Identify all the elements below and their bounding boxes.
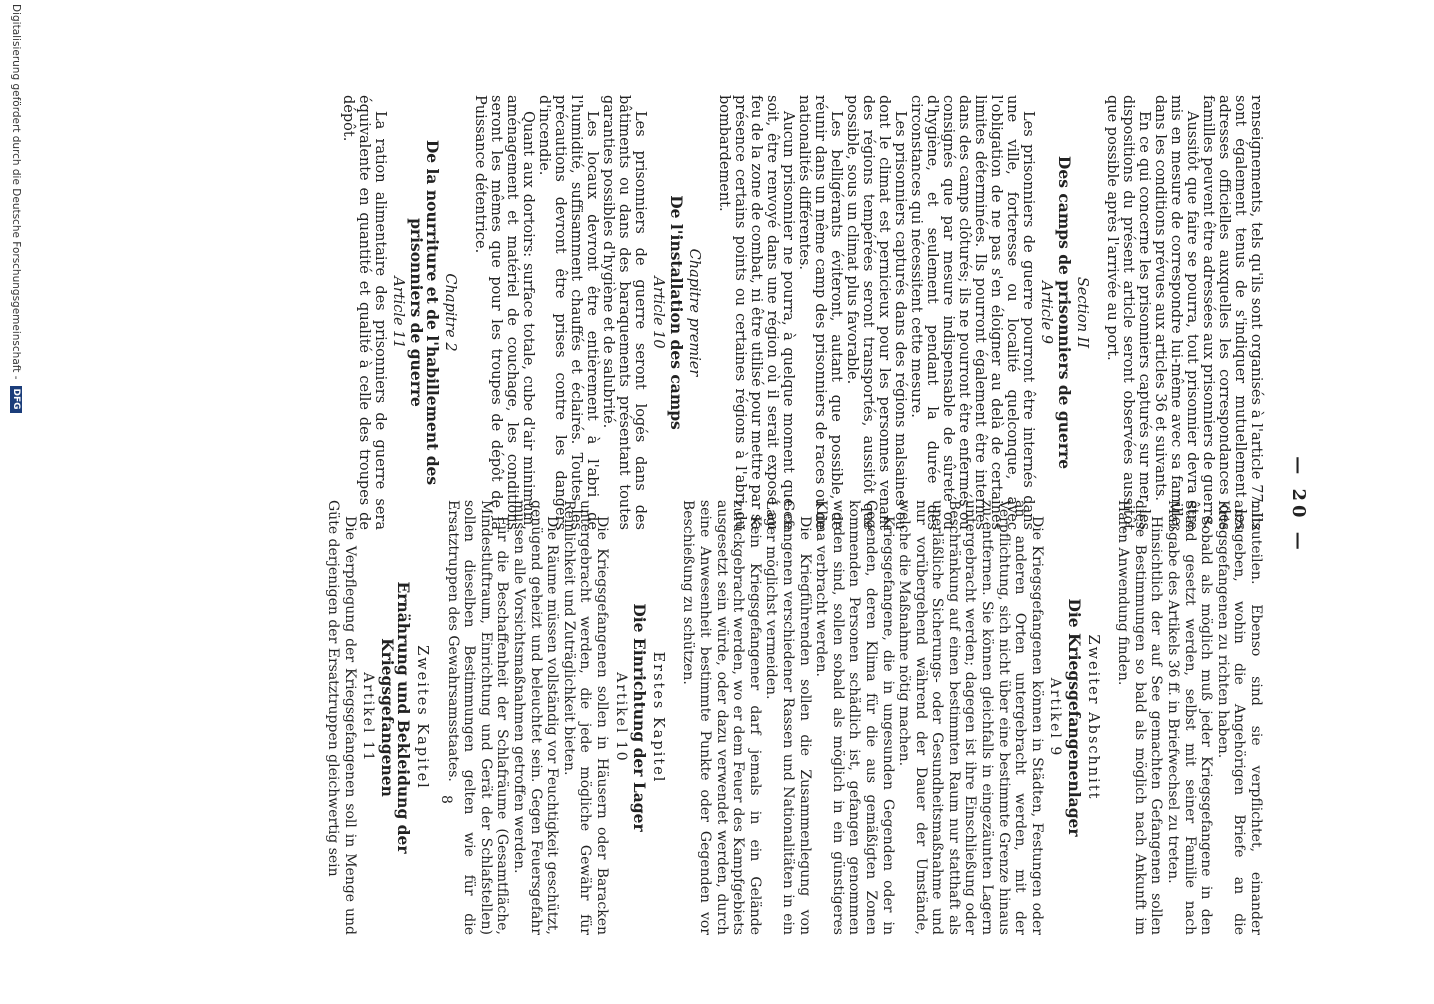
- article-label: Article 10: [650, 276, 666, 349]
- paragraph: En ce qui concerne les prisonniers capturés sur mer, les dispositions du présent article seront observées aussitôt que possible après l'arrivée au port.: [1104, 95, 1152, 530]
- chapter-label: Zweites Kapitel: [414, 645, 431, 790]
- section-label: Section II: [1074, 276, 1090, 349]
- paragraph: Hinsichtlich der auf See gemachten Gefangenen sollen diese Bestimmungen so bald als möglich nach Ankunft im Hafen Anwendung finden.: [1115, 500, 1165, 935]
- paragraph: Les prisonniers capturés dans des régions malsaines ou dont le climat est pernicieux pour les personnes venant des régions tempérées seront transportés, aussitôt que possible, sous un climat plus favorable.: [844, 95, 908, 530]
- paragraph: Die Räume müssen vollständig vor Feuchtigkeit geschützt, genügend geheizt und beleuchtet sein. Gegen Feuersgefahr müssen alle Vorsichtsmaßnahmen getroffen werden.: [511, 500, 561, 935]
- paragraph: renseignements, tels qu'ils sont organisés à l'article 77. Ils sont également tenus de s'indiquer mutuellement les adresses officielles auxquelles les correspondances des familles peuvent être adressées aux prisonniers de guerre.: [1200, 95, 1264, 530]
- paragraph: Für die Beschaffenheit der Schlafräume (Gesamtfläche, Mindestluftraum, Einrichtung und Gerät der Schlafstellen) sollen dieselben Bestimmungen gelten wie für die Ersatztruppen des Gewahrsamsstaates.: [444, 500, 511, 935]
- paragraph: Die Kriegsgefangenen können in Städten, Festungen oder an anderen Orten untergebracht werden, mit der Verpflichtung, sich nicht über eine bestimmte Grenze hinaus zu entfernen. Sie können gleichfalls in eingezäunten Lagern untergebracht werden; dagegen ist ihre Einschließung oder Beschränkung auf einen bestimmten Raum nur statthaft als unerläßliche Sicherungs- oder Gesundheitsmaßnahme und nur vorübergehend während der Dauer der Umstände, welche die Maßnahme nötig machen.: [896, 500, 1045, 935]
- paragraph: Aucun prisonnier ne pourra, à quelque moment que ce soit, être renvoyé dans une région où il serait exposé au feu de la zone de combat, ni être utilisé pour mettre par sa présence certains points ou certaines régions à l'abri du bombardement.: [716, 95, 796, 530]
- credit-text: Digitalisierung gefördert durch die Deutsche Forschungsgemeinschaft -: [10, 4, 22, 380]
- section-title: Die Kriegsgefangenenlager: [1065, 598, 1085, 837]
- paragraph: Die Verpflegung der Kriegsgefangenen soll in Menge und Güte derjenigen der Ersatztruppen gleichwertig sein: [325, 500, 358, 935]
- paragraph: Die Kriegführenden sollen die Zusammenlegung von Gefangenen verschiedener Rassen und Nationalitäten in ein Lager möglichst vermeiden.: [763, 500, 813, 935]
- paragraph: Les locaux devront être entièrement à l'abri de l'humidité, suffisamment chauffés et éclairés. Toutes les précautions devront être prises contre les dangers d'incendie.: [536, 95, 600, 530]
- chapter-label: Chapitre 2: [442, 273, 458, 352]
- french-column: [340, 95, 1264, 530]
- paragraph: Les prisonniers de guerre seront logés dans des bâtiments ou dans des baraquements présentant toutes garanties possibles d'hygiène et de salubrité.: [600, 95, 648, 530]
- bottom-page-number: 8: [438, 795, 454, 804]
- section-title: Des camps de prisonniers de guerre: [1055, 155, 1074, 470]
- chapter-title: De l'installation des camps: [667, 195, 686, 430]
- paragraph: La ration alimentaire des prisonniers de guerre sera équivalente en quantité et qualité à celle des troupes de dépôt.: [340, 95, 388, 530]
- german-column: [325, 500, 1264, 935]
- paragraph: Kriegsgefangene, die in ungesunden Gegenden oder in Gegenden, deren Klima für die aus gemäßigten Zonen kommenden Personen schädlich ist, gefangen genommen worden sind, sollen sobald als möglich in ein günstigeres Klima verbracht werden.: [813, 500, 896, 935]
- paragraph: Sobald als möglich muß jeder Kriegsgefangene in den Stand gesetzt werden, selbst mit seiner Familie nach Maßgabe des Artikels 36 ff. in Briefwechsel zu treten.: [1165, 500, 1215, 935]
- paragraph: Quant aux dortoirs: surface totale, cube d'air minimum, aménagement et matériel de couchage, les conditions seront les mêmes que pour les troupes de dépôt de la Puissance détentrice.: [472, 95, 536, 530]
- paragraph: Die Kriegsgefangenen sollen in Häusern oder Baracken untergebracht werden, die jede mögliche Gewähr für Reinlichkeit und Zuträglichkeit bieten.: [560, 500, 611, 935]
- paragraph: mitzuteilen. Ebenso sind sie verpflichtet, einander anzugeben, wohin die Angehörigen Briefe an die Kriegsgefangenen zu richten haben.: [1214, 500, 1264, 935]
- article-label: Article 11: [390, 276, 406, 349]
- chapter-title: Ernährung und Bekleidung der Kriegsgefangenen: [377, 581, 414, 854]
- chapter-title: Die Einrichtung der Lager: [630, 603, 650, 832]
- chapter-title: De la nourriture et de l'habillement des prisonniers de guerre: [407, 139, 442, 486]
- dfg-logo: DFG: [10, 386, 22, 413]
- digitization-credit: [10, 0, 22, 1004]
- chapter-label: Chapitre premier: [686, 248, 702, 377]
- chapter-label: Erstes Kapitel: [649, 651, 666, 784]
- article-label: Artikel 11: [360, 672, 377, 763]
- section-label: Zweiter Abschnitt: [1084, 634, 1101, 801]
- article-label: Article 9: [1038, 280, 1054, 345]
- page-number: — 20 —: [1288, 456, 1309, 554]
- article-label: Artikel 9: [1047, 677, 1064, 758]
- paragraph: Les belligérants éviteront, autant que possible, de réunir dans un même camp des prisonniers de races ou de nationalités différentes.: [796, 95, 844, 530]
- paragraph: Aussitôt que faire se pourra, tout prisonnier devra être mis en mesure de correspondre lui-même avec sa famille, dans les conditions prévues aux articles 36 et suivants.: [1152, 95, 1200, 530]
- paragraph: Les prisonniers de guerre pourront être internés dans une ville, forteresse ou localité quelconque, avec l'obligation de ne pas s'en éloigner au delà de certaines limites déterminées. Ils pourront également être internés dans des camps clôturés; ils ne pourront être enfermés ou consignés que par mesure indispensable de sûreté ou d'hygiène, et seulement pendant la durée des circonstances qui nécessitent cette mesure.: [908, 95, 1036, 530]
- paragraph: Kein Kriegsgefangener darf jemals in ein Gelände zurückgebracht werden, wo er dem Feuer des Kampfgebiets ausgesetzt sein würde, oder dazu verwendet werden, durch seine Anwesenheit bestimmte Punkte oder Gegenden vor Beschießung zu schützen.: [680, 500, 763, 935]
- article-label: Artikel 10: [612, 672, 629, 763]
